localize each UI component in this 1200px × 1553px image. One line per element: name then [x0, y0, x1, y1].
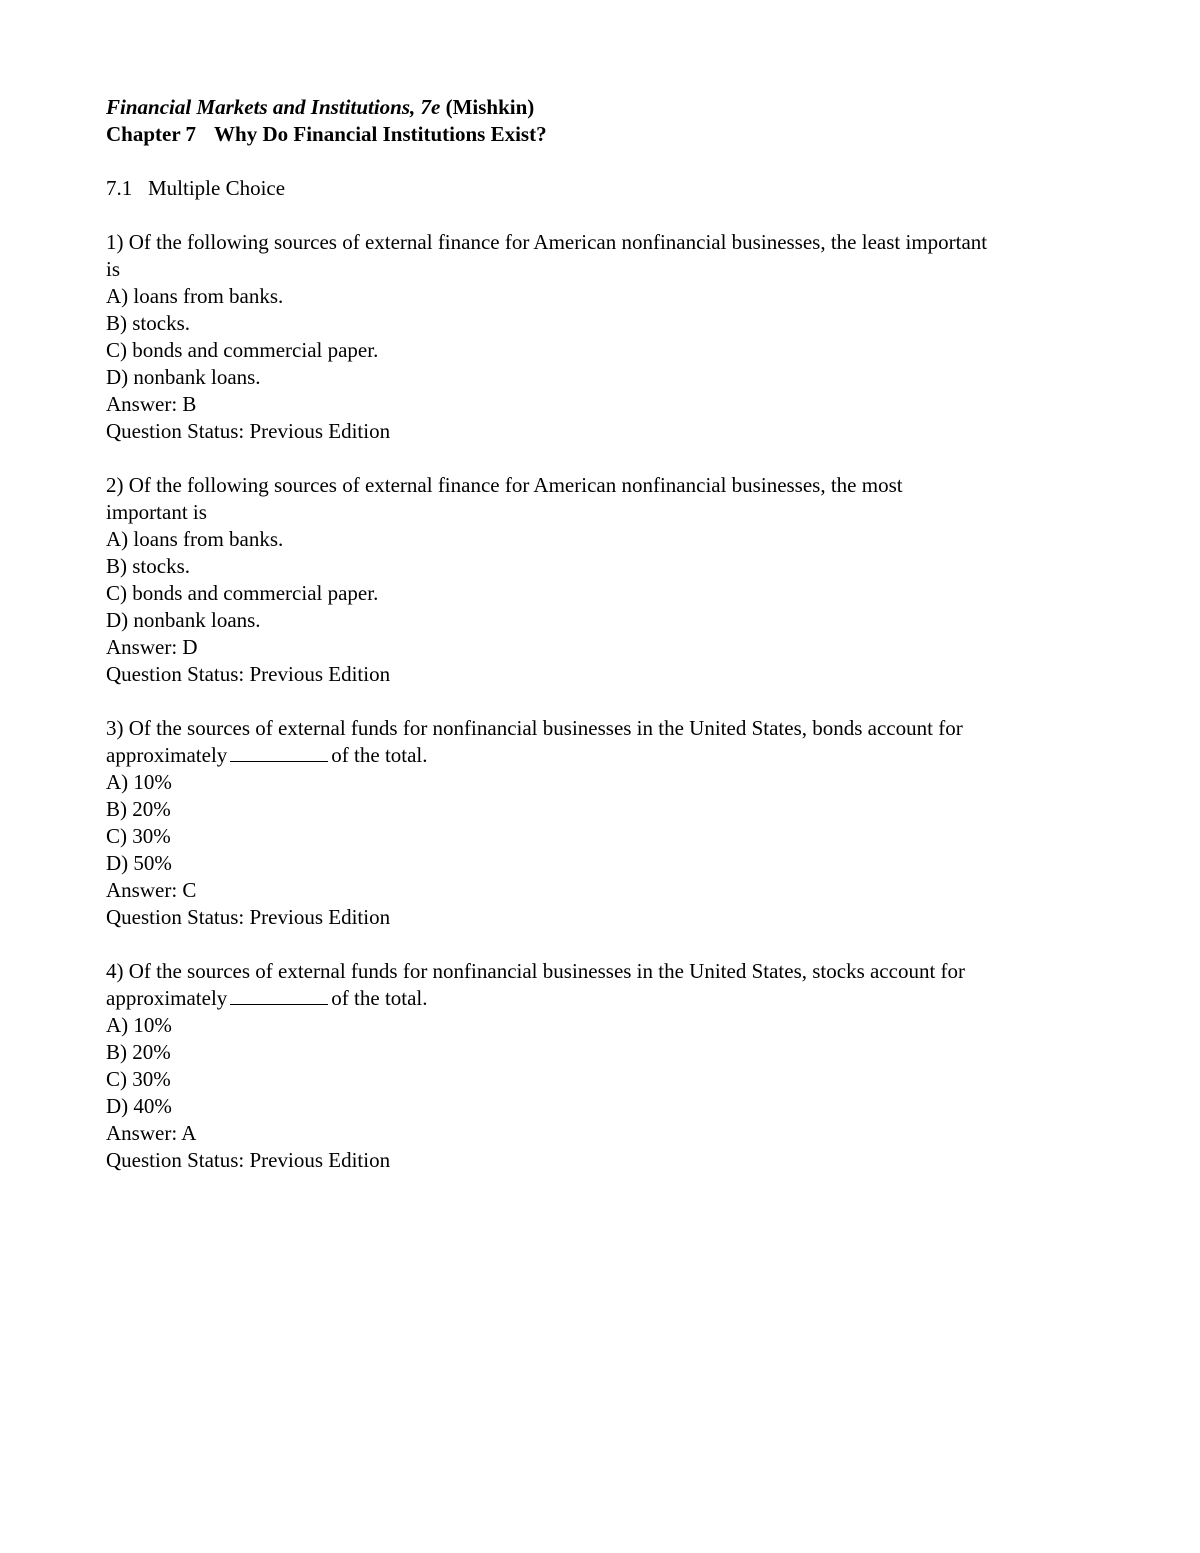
question-status: Question Status: Previous Edition	[106, 662, 391, 686]
answer-blank	[230, 744, 328, 762]
answer: Answer: A	[106, 1121, 197, 1145]
option-a: A) 10%	[106, 770, 172, 794]
question-stem-continued: is	[106, 257, 121, 281]
option-d: D) 50%	[106, 851, 172, 875]
question-1	[106, 229, 1106, 445]
option-a: A) 10%	[106, 1013, 172, 1037]
chapter-heading	[106, 121, 1106, 148]
question-stem-continued	[106, 742, 1106, 769]
option-c: C) 30%	[106, 824, 171, 848]
option-c: C) bonds and commercial paper.	[106, 581, 379, 605]
stem-after-blank: of the total.	[331, 986, 428, 1010]
option-a: A) loans from banks.	[106, 284, 284, 308]
question-stem: 4) Of the sources of external funds for nonfinancial businesses in the United States, stocks account for	[106, 959, 966, 983]
option-b: B) stocks.	[106, 311, 190, 335]
option-c: C) bonds and commercial paper.	[106, 338, 379, 362]
section-title: Multiple Choice	[148, 176, 286, 200]
question-stem: 3) Of the sources of external funds for nonfinancial businesses in the United States, bonds account for	[106, 716, 963, 740]
answer: Answer: B	[106, 392, 197, 416]
book-title-line	[106, 94, 1106, 121]
option-b: B) stocks.	[106, 554, 190, 578]
question-4	[106, 958, 1106, 1174]
question-stem-continued	[106, 985, 1106, 1012]
option-d: D) nonbank loans.	[106, 365, 261, 389]
section-number: 7.1	[106, 176, 133, 200]
option-a: A) loans from banks.	[106, 527, 284, 551]
question-stem: 1) Of the following sources of external finance for American nonfinancial businesses, the least important	[106, 230, 988, 254]
question-status: Question Status: Previous Edition	[106, 905, 391, 929]
question-stem: 2) Of the following sources of external finance for American nonfinancial businesses, the most	[106, 473, 903, 497]
answer-blank	[230, 987, 328, 1005]
question-2	[106, 472, 1106, 688]
answer: Answer: D	[106, 635, 198, 659]
chapter-title: Why Do Financial Institutions Exist?	[214, 122, 547, 146]
option-c: C) 30%	[106, 1067, 171, 1091]
option-d: D) nonbank loans.	[106, 608, 261, 632]
question-status: Question Status: Previous Edition	[106, 419, 391, 443]
option-d: D) 40%	[106, 1094, 172, 1118]
question-stem-continued: important is	[106, 500, 207, 524]
question-3	[106, 715, 1106, 931]
section-heading	[106, 175, 1106, 202]
question-status: Question Status: Previous Edition	[106, 1148, 391, 1172]
document-page	[106, 94, 1106, 1174]
option-b: B) 20%	[106, 797, 171, 821]
chapter-label: Chapter 7	[106, 122, 197, 146]
answer: Answer: C	[106, 878, 197, 902]
book-author: (Mishkin)	[445, 95, 535, 119]
book-title: Financial Markets and Institutions, 7e	[106, 95, 441, 119]
option-b: B) 20%	[106, 1040, 171, 1064]
stem-after-blank: of the total.	[331, 743, 428, 767]
stem-before-blank: approximately	[106, 986, 228, 1010]
stem-before-blank: approximately	[106, 743, 228, 767]
